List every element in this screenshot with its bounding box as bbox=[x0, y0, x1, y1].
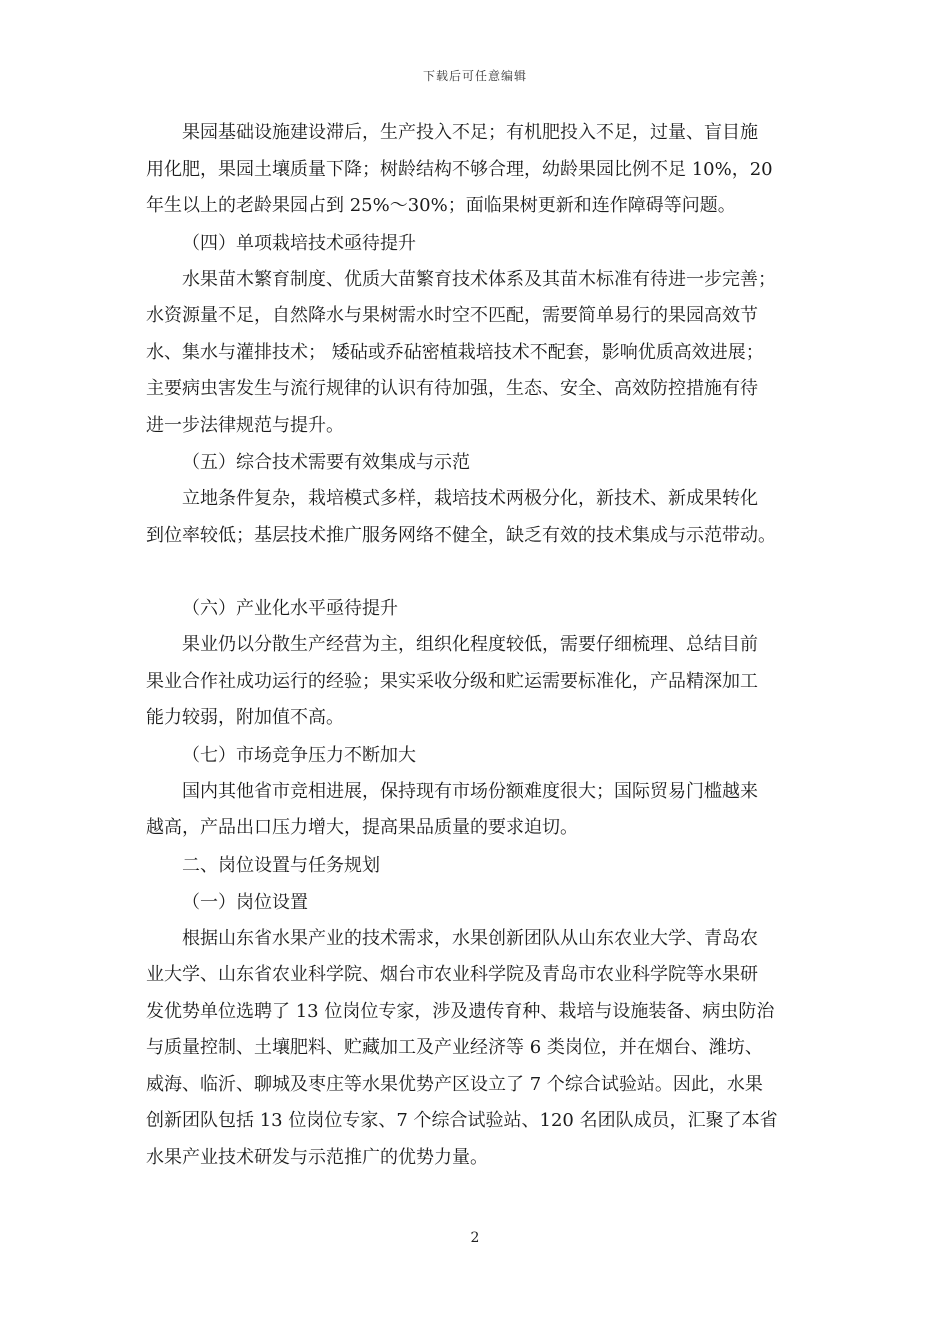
paragraph-line: 发优势单位选聘了 13 位岗位专家，涉及遗传育种、栽培与设施装备、病虫防治 bbox=[146, 1000, 775, 1022]
paragraph-line: 果园基础设施建设滞后，生产投入不足；有机肥投入不足，过量、盲目施 bbox=[182, 122, 758, 143]
paragraph-line: 水、集水与灌排技术； 矮砧或乔砧密植栽培技术不配套，影响优质高效进展； bbox=[146, 341, 764, 363]
section-heading: （五）综合技术需要有效集成与示范 bbox=[182, 452, 470, 473]
body-paragraph bbox=[146, 115, 818, 225]
paragraph-line: 国内其他省市竞相进展，保持现有市场份额难度很大；国际贸易门槛越来 bbox=[182, 780, 758, 802]
body-paragraph bbox=[146, 262, 818, 445]
page-header: 下载后可任意编辑 bbox=[422, 69, 527, 83]
section-heading: （四）单项栽培技术亟待提升 bbox=[182, 232, 416, 254]
paragraph-line: 水果苗木繁育制度、优质大苗繁育技术体系及其苗木标准有待进一步完善； bbox=[182, 268, 776, 290]
paragraph-line: 与质量控制、土壤肥料、贮藏加工及产业经济等 6 类岗位，并在烟台、潍坊、 bbox=[146, 1037, 763, 1058]
body-paragraph bbox=[146, 774, 818, 847]
paragraph-line: 立地条件复杂，栽培模式多样，栽培技术两极分化，新技术、新成果转化 bbox=[182, 488, 758, 509]
section-heading: 二、岗位设置与任务规划 bbox=[182, 854, 380, 876]
paragraph-line: 到位率较低；基层技术推广服务网络不健全，缺乏有效的技术集成与示范带动。 bbox=[146, 524, 776, 546]
paragraph-line: 威海、临沂、聊城及枣庄等水果优势产区设立了 7 个综合试验站。因此，水果 bbox=[146, 1073, 763, 1095]
paragraph-line: 创新团队包括 13 位岗位专家、7 个综合试验站、120 名团队成员，汇聚了本省 bbox=[146, 1110, 778, 1131]
body-paragraph bbox=[146, 627, 818, 737]
paragraph-line: 水果产业技术研发与示范推广的优势力量。 bbox=[146, 1146, 488, 1168]
page-number: 2 bbox=[470, 1230, 480, 1246]
section-heading: （七）市场竞争压力不断加大 bbox=[182, 744, 416, 766]
paragraph-line: 果业仍以分散生产经营为主，组织化程度较低，需要仔细梳理、总结目前 bbox=[182, 634, 758, 655]
paragraph-line: 年生以上的老龄果园占到 25%～30%；面临果树更新和连作障碍等问题。 bbox=[146, 195, 736, 216]
body-paragraph bbox=[146, 921, 818, 1177]
paragraph-line: 根据山东省水果产业的技术需求，水果创新团队从山东农业大学、青岛农 bbox=[182, 927, 758, 949]
paragraph-line: 主要病虫害发生与流行规律的认识有待加强，生态、安全、高效防控措施有待 bbox=[146, 378, 758, 399]
paragraph-line: 越高，产品出口压力增大，提高果品质量的要求迫切。 bbox=[146, 817, 578, 838]
section-heading: （一）岗位设置 bbox=[182, 891, 308, 913]
paragraph-line: 能力较弱，附加值不高。 bbox=[146, 707, 344, 728]
paragraph-spacer bbox=[146, 554, 818, 590]
paragraph-line: 业大学、山东省农业科学院、烟台市农业科学院及青岛市农业科学院等水果研 bbox=[146, 964, 758, 985]
paragraph-line: 水资源量不足，自然降水与果树需水时空不匹配，需要简单易行的果园高效节 bbox=[146, 305, 758, 326]
section-heading: （六）产业化水平亟待提升 bbox=[182, 598, 398, 619]
body-paragraph bbox=[146, 481, 818, 554]
paragraph-line: 用化肥，果园土壤质量下降；树龄结构不够合理，幼龄果园比例不足 10%，20 bbox=[146, 158, 773, 180]
document-body bbox=[146, 115, 818, 1176]
paragraph-line: 进一步法律规范与提升。 bbox=[146, 414, 344, 436]
paragraph-line: 果业合作社成功运行的经验；果实采收分级和贮运需要标准化，产品精深加工 bbox=[146, 670, 758, 692]
